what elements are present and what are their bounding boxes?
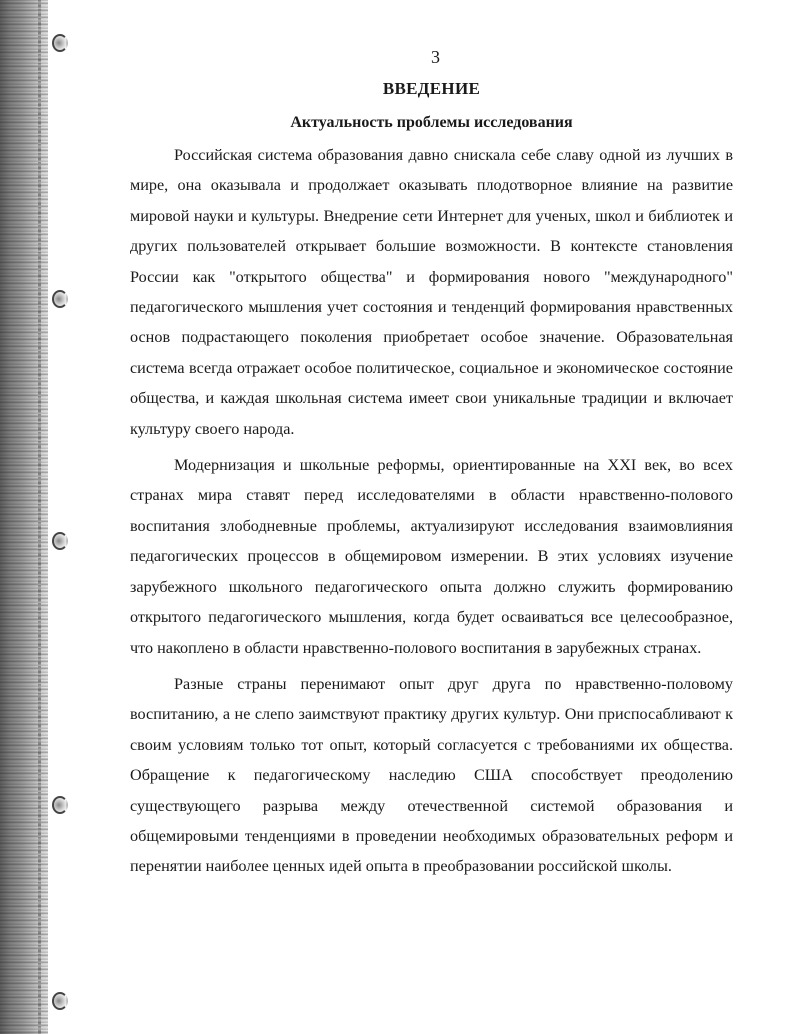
- document-page: [130, 44, 733, 888]
- paragraph: Модернизация и школьные реформы, ориентированные на XXI век, во всех странах мира ставят перед исследователями в области нравственно-полового воспитания злободневные проблемы, актуализируют исследования взаимовлияния педагогических процессов в общемировом измерении. В этих условиях изучение зарубежного школьного педагогического опыта должно служить формированию открытого педагогического мышления, когда будет осваиваться все целесообразное, что накоплено в области нравственно-полового воспитания в зарубежных странах.: [130, 456, 733, 657]
- section-subtitle: Актуальность проблемы исследования: [290, 114, 573, 131]
- page-number: 3: [431, 47, 440, 67]
- paragraph: Разные страны перенимают опыт друг друга по нравственно-половому воспитанию, а не слепо заимствуют практику других культур. Они приспосабливают к своим условиям только тот опыт, который согласуется с требованиями их общества. Обращение к педагогическому наследию США способствует преодолению существующего разрыва между отечественной системой образования и общемировыми тенденциями в проведении необходимых образовательных реформ и перенятии наиболее ценных идей опыта в преобразовании российской школы.: [130, 674, 733, 876]
- section-title: ВВЕДЕНИЕ: [382, 79, 481, 98]
- binding-hole-icon: [52, 532, 68, 550]
- binding-hole-icon: [52, 290, 68, 308]
- binding-hole-icon: [52, 992, 68, 1010]
- scan-binding-line: [38, 0, 41, 1034]
- binding-hole-icon: [52, 796, 68, 814]
- binding-hole-icon: [52, 34, 68, 52]
- paragraph: Российская система образования давно снискала себе славу одной из лучших в мире, она оказывала и продолжает оказывать плодотворное влияние на развитие мировой науки и культуры. Внедрение сети Интернет для ученых, школ и библиотек и других пользователей открывает большие возможности. В контексте становления России как "открытого общества" и формирования нового "международного" педагогического мышления учет состояния и тенденций формирования нравственных основ подрастающего поколения приобретает особое значение. Образовательная система всегда отражает особое политическое, социальное и экономическое состояние общества, и каждая школьная система имеет свои уникальные традиции и включает культуру своего народа.: [130, 146, 733, 438]
